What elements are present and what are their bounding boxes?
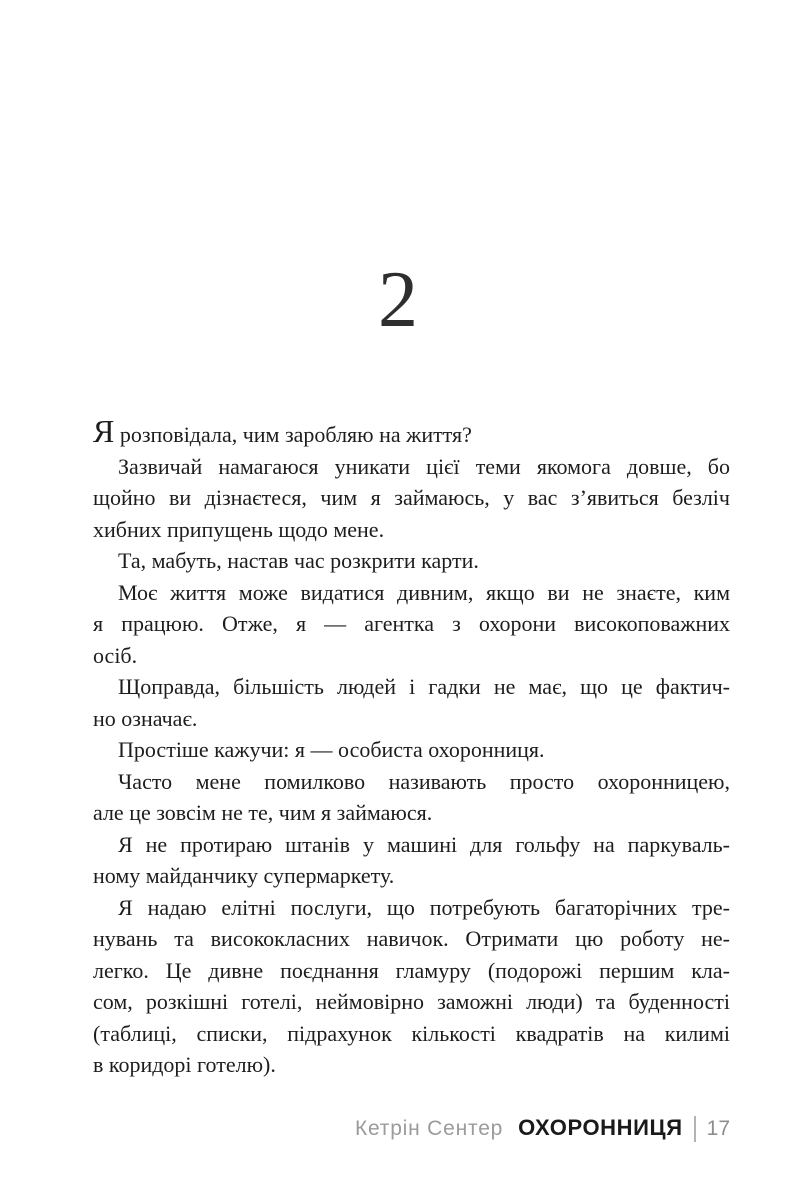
footer-divider-bar bbox=[694, 1116, 696, 1142]
running-footer bbox=[355, 1112, 730, 1145]
text-line: (таблиці, списки, підрахунок кількості квадратів на килимі bbox=[93, 1020, 730, 1046]
text-line: нувань та висококласних навичок. Отримати цю роботу не- bbox=[93, 926, 730, 951]
text-line: Часто мене помилково називають просто охоронницею, bbox=[118, 768, 730, 794]
footer-author-name: Кетрін Сентер bbox=[354, 1117, 504, 1140]
text-line: сом, розкішні готелі, неймовірно заможні люди) та буденності bbox=[93, 989, 730, 1014]
text-line: ному майданчику супермаркету. bbox=[93, 863, 395, 888]
chapter-number: 2 bbox=[378, 256, 418, 344]
footer-book-title: ОХОРОННИЦЯ bbox=[518, 1115, 683, 1140]
text-line: осіб. bbox=[93, 642, 138, 668]
text-line: Я надаю елітні послуги, що потребують багаторічних тре- bbox=[118, 894, 730, 920]
body-text bbox=[93, 413, 730, 1081]
text-line: но означає. bbox=[93, 705, 198, 731]
text-line: Я не протираю штанів у машині для гольфу на паркуваль- bbox=[118, 831, 730, 857]
text-line: Та, мабуть, настав час розкрити карти. bbox=[118, 548, 479, 573]
text-line: але це зовсім не те, чим я займаюся. bbox=[93, 800, 433, 825]
text-line: Я розповідала, чим заробляю на життя? bbox=[93, 413, 472, 449]
text-line: в коридорі готелю). bbox=[93, 1052, 276, 1077]
text-line: хибних припущень щодо мене. bbox=[93, 516, 385, 542]
text-line: я працюю. Отже, я — агентка з охорони високоповажних bbox=[93, 611, 730, 636]
text-line: Зазвичай намагаюся уникати цієї теми якомога довше, бо bbox=[118, 453, 730, 479]
text-line: Простіше кажучи: я — особиста охоронниця. bbox=[118, 737, 545, 762]
text-line: легко. Це дивне поєднання гламуру (подорожі першим кла- bbox=[93, 957, 730, 983]
enlarged-initial-letter: Я bbox=[93, 413, 115, 449]
footer-page-number: 17 bbox=[706, 1117, 730, 1140]
text-line: щойно ви дізнаєтеся, чим я займаюсь, у вас з’явиться безліч bbox=[93, 485, 730, 510]
text-line: Моє життя може видатися дивним, якщо ви не знаєте, ким bbox=[118, 579, 730, 605]
text-line: Щоправда, більшість людей і гадки не має, що це фактич- bbox=[118, 674, 730, 699]
